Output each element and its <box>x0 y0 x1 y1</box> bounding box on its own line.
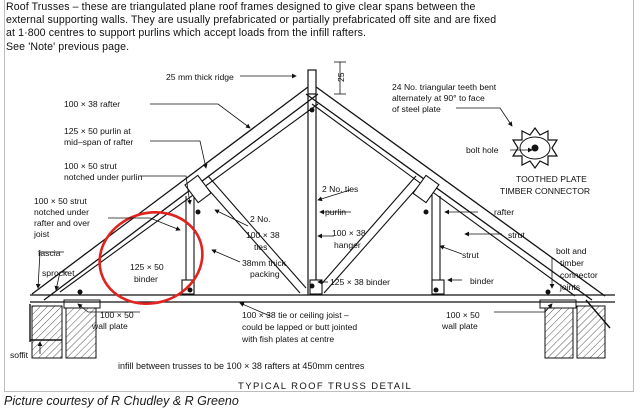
hanger-line2: hanger <box>334 240 361 250</box>
soffit-label: soffit <box>10 350 28 360</box>
right-wall <box>540 300 605 358</box>
binder-mid-label: 125 × 38 binder <box>330 277 390 287</box>
ridge-label: 25 mm thick ridge <box>166 72 234 82</box>
intro-line-2: external supporting walls. They are usually prefabricated or partially prefabricated off site and are fixed <box>6 14 497 27</box>
packing-line1: 38mm thick <box>242 258 286 268</box>
connector-line1: 24 No. triangular teeth bent <box>392 82 497 92</box>
bolt-line3: connector <box>560 270 598 280</box>
two-no-ties-line3: ties <box>254 242 268 252</box>
intro-line-1: Roof Trusses – these are triangulated plane roof frames designed to give clear spans between the <box>6 1 476 13</box>
bolt-line2: timber <box>560 258 584 268</box>
wall-plate-left-line1: 100 × 50 <box>100 310 134 320</box>
purlin-note-line2: mid–span of rafter <box>64 137 134 147</box>
wall-plate-left-line2: wall plate <box>92 321 128 331</box>
tie-line1: 100 × 38 tie or ceiling joist – <box>242 310 349 320</box>
struts <box>186 176 440 295</box>
purlin-note-line1: 125 × 50 purlin at <box>64 126 131 136</box>
toothed-plate-line1: TOOTHED PLATE <box>516 174 587 184</box>
rafter-right-label: rafter <box>494 207 515 217</box>
toothed-plate-connector-icon <box>513 128 557 168</box>
tie-line3: with fish plates at centre <box>242 334 335 344</box>
strut-inner-label: strut <box>462 250 479 260</box>
ridge-dimension <box>334 62 346 94</box>
hanger-line1: 100 × 38 <box>332 228 366 238</box>
binder-right-label: binder <box>470 276 494 286</box>
drawing-title: TYPICAL ROOF TRUSS DETAIL <box>238 381 413 392</box>
intro-line-3: at 1·800 centres to support purlins which accept loads from the infill rafters. <box>6 27 367 40</box>
connector-line2: alternately at 90° to face <box>392 93 485 103</box>
strut-notched-line2: notched under <box>34 207 89 217</box>
ridge-dim-label: 25 <box>336 72 346 82</box>
two-no-ties-label: 2 No. ties <box>322 184 359 194</box>
binder-red-line1: 125 × 50 <box>130 262 164 272</box>
tie-line2: could be lapped or butt jointed <box>242 322 358 332</box>
binder-red-line2: binder <box>134 274 158 284</box>
purlin-right <box>413 175 439 202</box>
two-no-ties-line2: 100 × 38 <box>246 230 280 240</box>
strut-notched-line3: rafter and over <box>34 218 90 228</box>
strut-note-line2: notched under purlin <box>64 172 143 182</box>
strut-notched-line4: joist <box>34 229 50 239</box>
connector-line3: of steel plate <box>392 104 441 114</box>
toothed-plate-line2: TIMBER CONNECTOR <box>500 186 591 196</box>
strut-right-label: strut <box>508 230 525 240</box>
hanger <box>308 94 316 295</box>
bolt-hole-label: bolt hole <box>466 145 499 155</box>
binder-right <box>432 280 444 294</box>
sprocket-label: sprocket <box>42 268 75 278</box>
two-no-ties-line1: 2 No. <box>250 214 271 224</box>
wall-plate-right-line1: 100 × 50 <box>446 310 480 320</box>
rafter-left-label: 100 × 38 rafter <box>64 99 121 109</box>
bolt-line1: bolt and <box>556 246 587 256</box>
intro-line-4: See 'Note' previous page. <box>6 40 130 53</box>
bolt-line4: joints <box>560 282 581 292</box>
fascia-label: fascia <box>38 248 61 258</box>
wall-plate-right-line2: wall plate <box>442 321 478 331</box>
left-wall <box>32 300 100 358</box>
infill-note: infill between trusses to be 100 × 38 rafters at 450mm centres <box>118 361 365 371</box>
purlin-label: purlin <box>325 207 347 217</box>
strut-notched-line1: 100 × 50 strut <box>34 196 87 206</box>
packing-line2: packing <box>250 269 280 279</box>
image-caption: Picture courtesy of R Chudley & R Greeno <box>4 394 239 408</box>
ridge-board <box>308 70 316 94</box>
strut-note-line1: 100 × 50 strut <box>64 161 117 171</box>
